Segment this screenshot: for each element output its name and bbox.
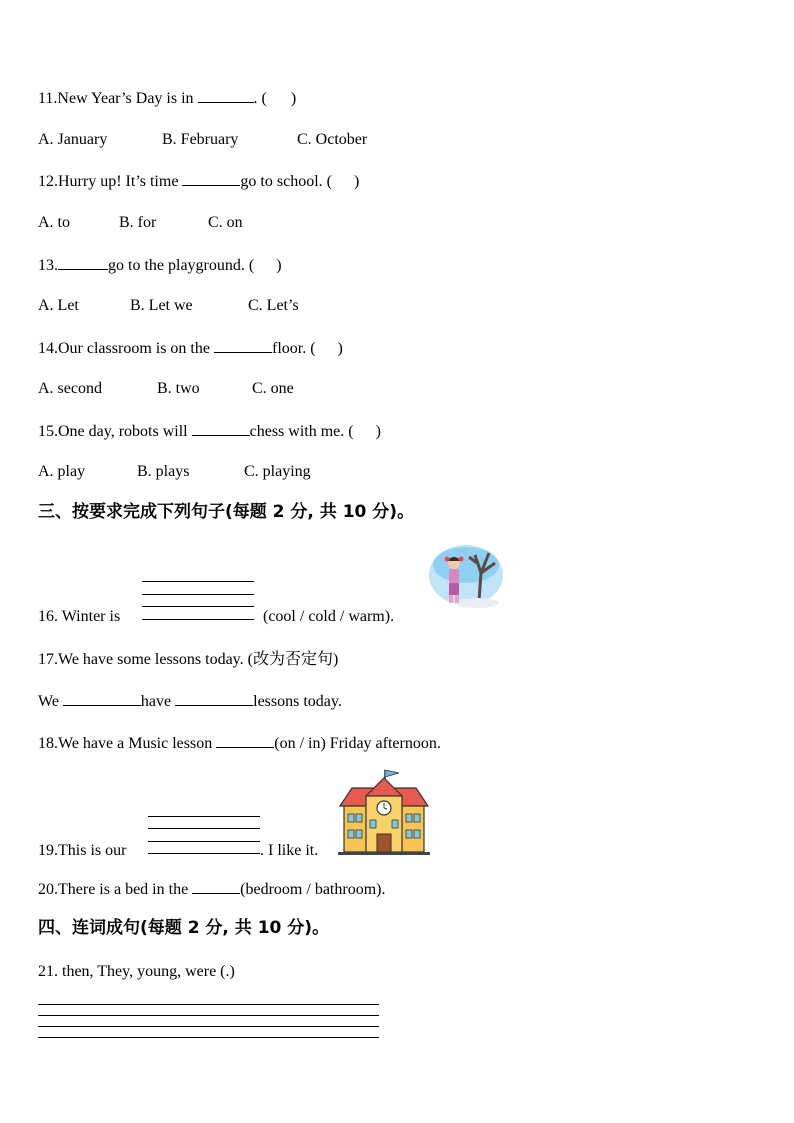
answer-blank[interactable] [216, 733, 274, 748]
paren-close: ) [290, 90, 297, 107]
question-text: Winter is [61, 608, 121, 625]
question-number: 12. [38, 173, 58, 190]
answer-blank[interactable] [192, 421, 250, 436]
winter-girl-image [427, 543, 505, 613]
question-text: Hurry up! It’s time [58, 173, 179, 190]
section-3-title: 三、按要求完成下列句子(每题 2 分, 共 10 分)。 [38, 502, 415, 522]
question-number: 13. [38, 257, 58, 274]
question-text: New Year’s Day is in [57, 90, 194, 107]
question-number: 15. [38, 423, 58, 440]
question-16-hint: (cool / cold / warm). [263, 608, 395, 625]
question-13 [38, 255, 282, 276]
option-a[interactable]: A. Let [38, 297, 79, 314]
question-text-end: floor. ( [271, 340, 316, 357]
question-text: Our classroom is on the [58, 340, 210, 357]
option-c[interactable]: C. October [297, 131, 368, 148]
question-text: This is our [58, 842, 127, 859]
question-16 [38, 607, 120, 627]
question-text-end: go to the playground. ( [108, 257, 255, 274]
question-12 [38, 171, 359, 192]
question-text: then, They, young, were (.) [58, 963, 235, 980]
answer-mid: have [140, 693, 172, 710]
answer-suffix: lessons today. [253, 693, 342, 710]
question-text-end: (on / in) Friday afternoon. [274, 735, 441, 752]
writing-line[interactable] [148, 853, 260, 854]
paren-close: ) [276, 257, 282, 274]
answer-blank[interactable] [63, 691, 141, 706]
option-a[interactable]: A. play [38, 463, 86, 480]
writing-line[interactable] [148, 828, 260, 829]
writing-line[interactable] [142, 619, 254, 620]
option-a[interactable]: A. January [38, 131, 108, 148]
option-b[interactable]: B. for [119, 214, 157, 231]
option-b[interactable]: B. February [162, 131, 239, 148]
option-a[interactable]: A. second [38, 380, 102, 397]
writing-line[interactable] [38, 1026, 379, 1027]
question-text-end: go to school. ( [240, 173, 332, 190]
option-c[interactable]: C. Let’s [248, 297, 299, 314]
question-21 [38, 962, 235, 982]
option-b[interactable]: B. plays [137, 463, 190, 480]
answer-blank[interactable] [58, 255, 108, 270]
option-c[interactable]: C. playing [244, 463, 311, 480]
writing-line[interactable] [38, 1037, 379, 1038]
question-number: 21. [38, 963, 58, 980]
question-11 [38, 88, 296, 109]
option-b[interactable]: B. two [157, 380, 200, 397]
option-a[interactable]: A. to [38, 214, 70, 231]
question-text-end: chess with me. ( [249, 423, 354, 440]
question-20 [38, 879, 385, 900]
section-4-title: 四、连词成句(每题 2 分, 共 10 分)。 [38, 918, 330, 938]
answer-blank[interactable] [214, 338, 272, 353]
option-b[interactable]: B. Let we [130, 297, 193, 314]
paren-close: ) [337, 340, 343, 357]
question-15 [38, 421, 381, 442]
question-17 [38, 650, 338, 670]
writing-line[interactable] [142, 581, 254, 582]
answer-blank[interactable] [182, 171, 240, 186]
writing-line[interactable] [142, 594, 254, 595]
school-building-image [336, 766, 432, 856]
question-number: 20. [38, 881, 58, 898]
question-number: 17. [38, 651, 58, 668]
answer-prefix: We [38, 693, 59, 710]
question-18 [38, 733, 441, 754]
question-19 [38, 841, 126, 861]
paren-close: ) [353, 173, 360, 190]
question-text: One day, robots will [58, 423, 188, 440]
paren-close: ) [375, 423, 381, 440]
writing-line[interactable] [38, 1015, 379, 1016]
writing-line[interactable] [148, 816, 260, 817]
answer-blank[interactable] [192, 879, 240, 894]
writing-line[interactable] [38, 1004, 379, 1005]
question-number: 18. [38, 735, 58, 752]
question-text-end: . ( [253, 90, 267, 107]
option-c[interactable]: C. on [208, 214, 243, 231]
question-text: There is a bed in the [58, 881, 189, 898]
writing-line[interactable] [148, 841, 260, 842]
question-text: We have some lessons today. (改为否定句) [58, 651, 339, 668]
answer-blank[interactable] [198, 88, 254, 103]
question-number: 19. [38, 842, 58, 859]
writing-line[interactable] [142, 606, 254, 607]
question-14 [38, 338, 343, 359]
question-17-answer [38, 691, 342, 712]
question-number: 11. [38, 90, 58, 107]
question-19-end: . I like it. [260, 842, 319, 859]
option-c[interactable]: C. one [252, 380, 294, 397]
question-text-end: (bedroom / bathroom). [240, 881, 386, 898]
question-number: 14. [38, 340, 58, 357]
question-text: We have a Music lesson [58, 735, 213, 752]
answer-blank[interactable] [175, 691, 253, 706]
question-number: 16. [38, 608, 58, 625]
